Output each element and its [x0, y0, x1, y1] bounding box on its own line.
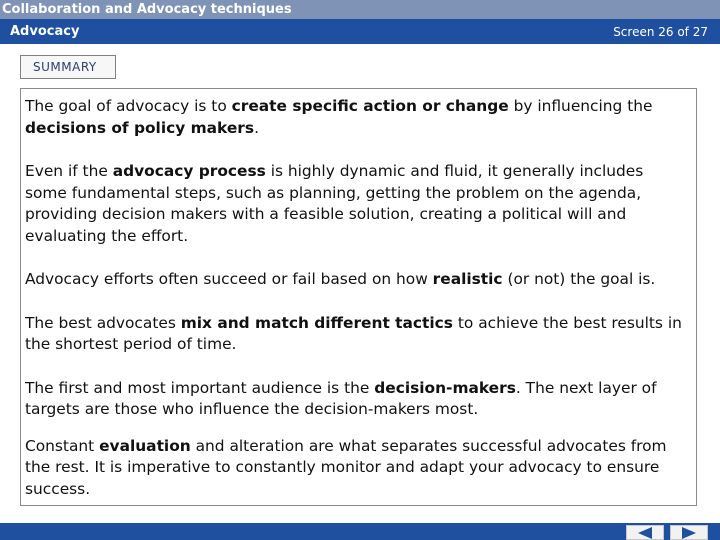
course-title-bar	[0, 0, 720, 19]
summary-paragraph-audience	[25, 378, 688, 421]
summary-paragraph-process	[25, 161, 688, 247]
emphasis-text: mix and match different tactics	[180, 313, 453, 332]
text-run: to achieve the best results in the shortest period of time.	[25, 313, 682, 353]
text-run: by influencing the	[508, 97, 653, 115]
section-tab-label: SUMMARY	[33, 60, 97, 74]
text-run: The best advocates	[25, 313, 181, 332]
summary-content-box	[20, 88, 697, 506]
bottom-navigation-bar	[0, 523, 720, 540]
section-tab-summary	[20, 55, 116, 79]
text-run: Even if the	[25, 162, 113, 180]
text-run: Advocacy efforts often succeed or fail based on how	[25, 270, 433, 288]
triangle-left-icon	[634, 527, 656, 539]
summary-paragraph-goal	[25, 96, 688, 139]
screen-counter: Screen 26 of 27	[613, 25, 708, 39]
back-button[interactable]	[626, 525, 664, 540]
text-run: (or not) the goal is.	[502, 270, 656, 288]
text-run: is highly dynamic and fluid, it generally includes some fundamental steps, such as planning, getting the problem on the agenda, providing decision makers with a feasible solution, creating a political will and evaluating the effort.	[25, 162, 644, 245]
text-run: The goal of advocacy is to	[25, 97, 232, 115]
text-run: The first and most important audience is the	[25, 378, 375, 397]
emphasis-text: decision-makers	[374, 378, 516, 397]
emphasis-text: evaluation	[99, 436, 191, 455]
emphasis-text: advocacy process	[112, 162, 266, 180]
text-run: and alteration are what separates successful advocates from the rest. It is imperative to constantly monitor and adapt your advocacy to ensure success.	[25, 436, 667, 498]
text-run: . The next layer of targets are those who influence the decision-makers most.	[25, 378, 657, 418]
text-run: Constant	[25, 436, 100, 455]
text-run: .	[254, 118, 259, 137]
course-title: Collaboration and Advocacy techniques	[2, 2, 292, 17]
module-title: Advocacy	[10, 24, 80, 39]
summary-paragraph-realistic	[25, 269, 688, 291]
next-button[interactable]	[670, 525, 708, 540]
emphasis-text: realistic	[432, 270, 503, 288]
emphasis-text: decisions of policy makers	[25, 118, 255, 137]
summary-paragraph-evaluation	[25, 436, 688, 501]
triangle-right-icon	[678, 527, 700, 539]
module-header-bar	[0, 19, 720, 44]
emphasis-text: create specific action or change	[231, 97, 509, 115]
summary-paragraph-tactics	[25, 313, 688, 356]
